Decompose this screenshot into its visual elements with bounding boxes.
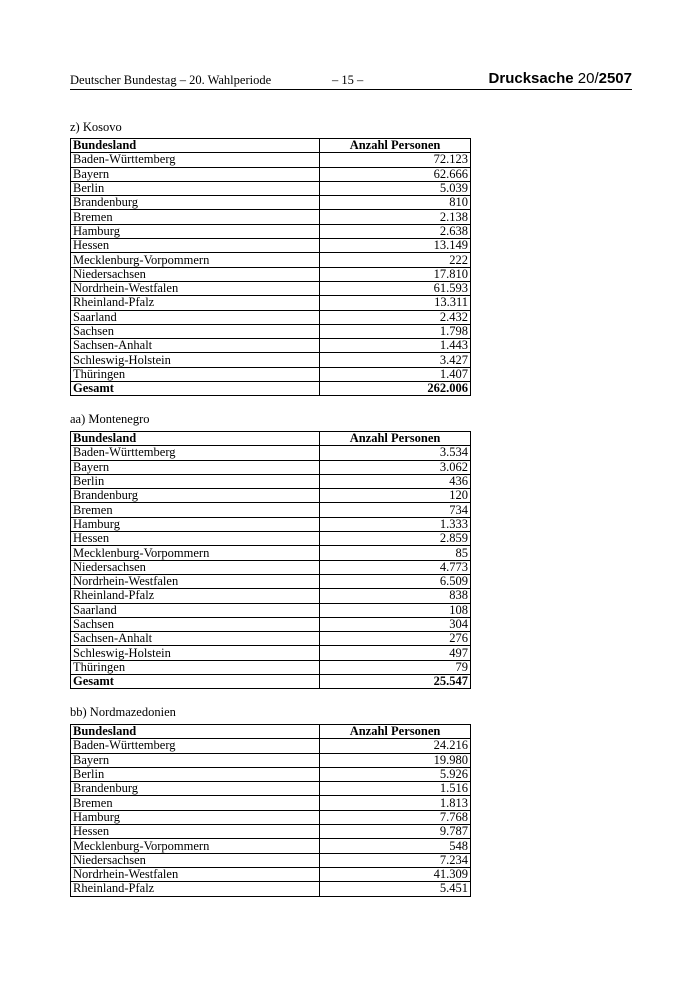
column-header-count: Anzahl Personen [320,139,471,153]
table-row [71,181,471,195]
count-cell: 17.810 [320,267,471,281]
count-cell: 497 [320,646,471,660]
table-row [71,446,471,460]
count-cell: 61.593 [320,281,471,295]
header-doc-number-a: 20/ [577,70,599,87]
table-row [71,825,471,839]
table-row [71,267,471,281]
state-cell: Niedersachsen [71,560,320,574]
section-title-montenegro: aa) Montenegro [70,412,150,426]
table-row [71,210,471,224]
state-cell: Berlin [71,181,320,195]
count-cell: 2.432 [320,310,471,324]
count-cell: 1.813 [320,796,471,810]
count-cell: 41.309 [320,867,471,881]
table-row [71,339,471,353]
state-cell: Berlin [71,474,320,488]
state-cell: Sachsen-Anhalt [71,632,320,646]
state-cell: Niedersachsen [71,267,320,281]
state-cell: Nordrhein-Westfalen [71,574,320,588]
count-cell: 5.926 [320,767,471,781]
state-cell: Schleswig-Holstein [71,646,320,660]
table-row [71,739,471,753]
table-row [71,882,471,896]
header-parliament: Deutscher Bundestag – 20. Wahlperiode [70,73,272,87]
header-doc-label: Drucksache [488,70,574,87]
header-document-number [489,70,632,87]
state-cell: Bremen [71,210,320,224]
table-row [71,310,471,324]
count-cell: 304 [320,617,471,631]
state-cell: Mecklenburg-Vorpommern [71,546,320,560]
table-row [71,296,471,310]
state-cell: Brandenburg [71,196,320,210]
table-row [71,167,471,181]
state-cell: Baden-Württemberg [71,739,320,753]
state-cell: Brandenburg [71,489,320,503]
table-row [71,589,471,603]
table-row [71,196,471,210]
table-total-row [71,675,471,689]
count-cell: 9.787 [320,825,471,839]
table-row [71,767,471,781]
count-cell: 108 [320,603,471,617]
state-cell: Berlin [71,767,320,781]
state-cell: Nordrhein-Westfalen [71,867,320,881]
count-cell: 222 [320,253,471,267]
count-cell: 79 [320,660,471,674]
table-row [71,324,471,338]
table-row [71,617,471,631]
count-cell: 734 [320,503,471,517]
section-title-kosovo: z) Kosovo [70,120,122,134]
table-row [71,603,471,617]
table-row [71,646,471,660]
state-cell: Hamburg [71,810,320,824]
state-cell: Bayern [71,753,320,767]
count-cell: 1.407 [320,367,471,381]
table-row [71,867,471,881]
state-cell: Rheinland-Pfalz [71,882,320,896]
count-cell: 72.123 [320,153,471,167]
state-cell: Baden-Württemberg [71,446,320,460]
table-row [71,853,471,867]
state-cell: Bayern [71,167,320,181]
table-row [71,224,471,238]
count-cell: 548 [320,839,471,853]
count-cell: 13.149 [320,239,471,253]
count-cell: 13.311 [320,296,471,310]
total-label: Gesamt [71,382,320,396]
table-row [71,281,471,295]
table-montenegro [70,431,471,689]
table-header-row [71,725,471,739]
section-title-nordmazedonien: bb) Nordmazedonien [70,705,176,719]
state-cell: Sachsen [71,617,320,631]
table-row [71,517,471,531]
state-cell: Rheinland-Pfalz [71,589,320,603]
table-row [71,632,471,646]
total-value: 25.547 [320,675,471,689]
count-cell: 276 [320,632,471,646]
state-cell: Rheinland-Pfalz [71,296,320,310]
table-row [71,460,471,474]
state-cell: Brandenburg [71,782,320,796]
state-cell: Baden-Württemberg [71,153,320,167]
column-header-count: Anzahl Personen [320,725,471,739]
table-row [71,810,471,824]
table-row [71,560,471,574]
header-page-number: – 15 – [332,73,364,87]
count-cell: 3.427 [320,353,471,367]
state-cell: Hamburg [71,224,320,238]
table-row [71,546,471,560]
table-row [71,239,471,253]
count-cell: 7.768 [320,810,471,824]
table-row [71,489,471,503]
table-total-row [71,382,471,396]
count-cell: 2.138 [320,210,471,224]
count-cell: 1.333 [320,517,471,531]
table-row [71,782,471,796]
count-cell: 24.216 [320,739,471,753]
state-cell: Bremen [71,503,320,517]
count-cell: 1.798 [320,324,471,338]
count-cell: 2.638 [320,224,471,238]
table-row [71,839,471,853]
count-cell: 7.234 [320,853,471,867]
column-header-state: Bundesland [71,725,320,739]
state-cell: Nordrhein-Westfalen [71,281,320,295]
state-cell: Sachsen-Anhalt [71,339,320,353]
table-row [71,574,471,588]
column-header-state: Bundesland [71,139,320,153]
state-cell: Thüringen [71,660,320,674]
state-cell: Hessen [71,825,320,839]
state-cell: Saarland [71,603,320,617]
table-row [71,153,471,167]
total-value: 262.006 [320,382,471,396]
count-cell: 3.534 [320,446,471,460]
count-cell: 5.451 [320,882,471,896]
total-label: Gesamt [71,675,320,689]
table-row [71,753,471,767]
count-cell: 5.039 [320,181,471,195]
count-cell: 6.509 [320,574,471,588]
count-cell: 3.062 [320,460,471,474]
state-cell: Saarland [71,310,320,324]
count-cell: 19.980 [320,753,471,767]
column-header-state: Bundesland [71,432,320,446]
state-cell: Bremen [71,796,320,810]
count-cell: 85 [320,546,471,560]
table-row [71,474,471,488]
table-row [71,353,471,367]
state-cell: Hessen [71,239,320,253]
column-header-count: Anzahl Personen [320,432,471,446]
count-cell: 1.516 [320,782,471,796]
count-cell: 2.859 [320,532,471,546]
count-cell: 810 [320,196,471,210]
state-cell: Niedersachsen [71,853,320,867]
table-row [71,796,471,810]
table-row [71,367,471,381]
state-cell: Sachsen [71,324,320,338]
count-cell: 4.773 [320,560,471,574]
state-cell: Thüringen [71,367,320,381]
table-nordmazedonien [70,724,471,897]
table-row [71,532,471,546]
count-cell: 62.666 [320,167,471,181]
state-cell: Mecklenburg-Vorpommern [71,253,320,267]
count-cell: 1.443 [320,339,471,353]
state-cell: Mecklenburg-Vorpommern [71,839,320,853]
state-cell: Hamburg [71,517,320,531]
page-header [70,71,632,90]
table-row [71,660,471,674]
table-row [71,503,471,517]
table-header-row [71,432,471,446]
state-cell: Hessen [71,532,320,546]
table-header-row [71,139,471,153]
table-row [71,253,471,267]
count-cell: 120 [320,489,471,503]
count-cell: 436 [320,474,471,488]
state-cell: Bayern [71,460,320,474]
state-cell: Schleswig-Holstein [71,353,320,367]
count-cell: 838 [320,589,471,603]
header-doc-number-b: 2507 [598,70,632,87]
table-kosovo [70,138,471,396]
